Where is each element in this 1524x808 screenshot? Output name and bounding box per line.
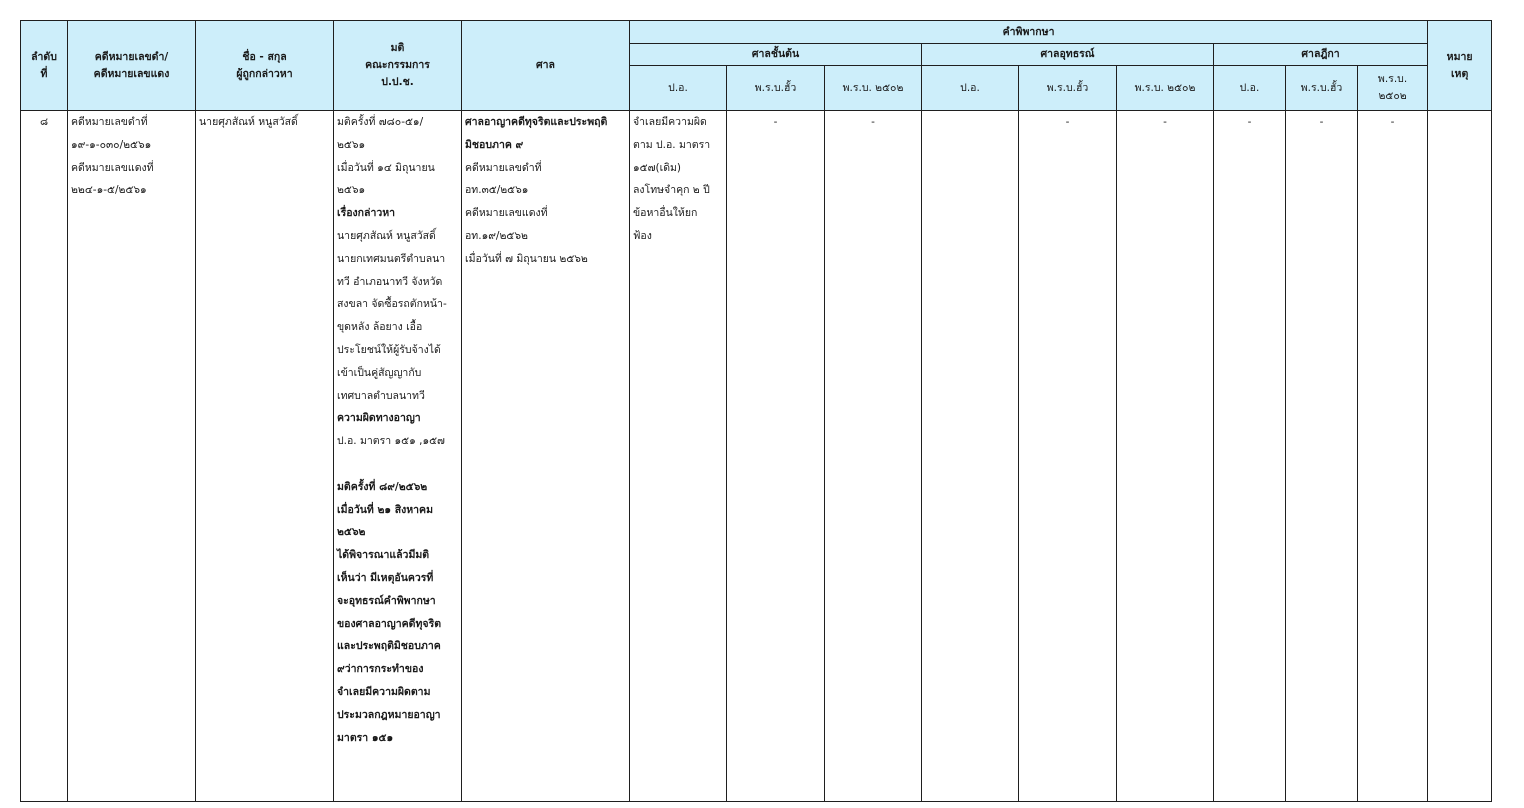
header-case-no: คดีหมายเลขดำ/ คดีหมายเลขแดง (68, 21, 196, 111)
header-first-pr-2502: พ.ร.บ. ๒๕๐๒ (825, 66, 922, 111)
header-appeal-po: ป.อ. (922, 66, 1019, 111)
header-supreme-pr-ua: พ.ร.บ.ฮั้ว (1286, 66, 1358, 111)
judgment-table (20, 20, 1492, 802)
header-first-pr-ua: พ.ร.บ.ฮั้ว (727, 66, 825, 111)
table-row (21, 111, 1492, 802)
cell-appeal-po (922, 111, 1019, 802)
header-first-po: ป.อ. (630, 66, 727, 111)
header-supreme-court: ศาลฎีกา (1214, 44, 1428, 66)
cell-no: ๘ (21, 111, 68, 802)
header-judgment: คำพิพากษา (630, 21, 1428, 44)
header-appeal-court: ศาลอุทธรณ์ (922, 44, 1214, 66)
cell-first-pr-2502: - (825, 111, 922, 802)
cell-first-pr-ua: - (727, 111, 825, 802)
cell-resolution: มติครั้งที่ ๗๘๐-๕๑/ ๒๕๖๑ เมื่อวันที่ ๑๔ มิถุนายน ๒๕๖๑ เรื่องกล่าวหา นายศุภสัณห์ หนูสวัสดิ์ นายกเทศมนตรีตำบลนา ทวี อำเภอนาทวี จังหวัด สงขลา จัดซื้อรถตักหน้า- ขุดหลัง ล้อยาง เอื้อ ประโยชน์ให้ผู้รับจ้างได้ เข้าเป็นคู่สัญญากับ เทศบาลตำบลนาทวี ความผิดทางอาญา ป.อ. มาตรา ๑๕๑ ,๑๕๗ มติครั้งที่ ๘๙/๒๕๖๒ เมื่อวันที่ ๒๑ สิงหาคม ๒๕๖๒ ได้พิจารณาแล้วมีมติ เห็นว่า มีเหตุอันควรที่ จะอุทธรณ์คำพิพากษา ของศาลอาญาคดีทุจริต และประพฤติมิชอบภาค ๙ว่าการกระทำของ จำเลยมีความผิดตาม ประมวลกฎหมายอาญา มาตรา ๑๕๑ (334, 111, 462, 802)
cell-court: ศาลอาญาคดีทุจริตและประพฤติ มิชอบภาค ๙ คดีหมายเลขดำที่ อท.๓๕/๒๕๖๑ คดีหมายเลขแดงที่ อท.๑๙/๒๕๖๒ เมื่อวันที่ ๗ มิถุนายน ๒๕๖๒ (462, 111, 630, 802)
header-appeal-pr-ua: พ.ร.บ.ฮั้ว (1019, 66, 1117, 111)
header-appeal-pr-2502: พ.ร.บ. ๒๕๐๒ (1117, 66, 1214, 111)
cell-supreme-pr-ua: - (1286, 111, 1358, 802)
cell-name: นายศุภสัณห์ หนูสวัสดิ์ (196, 111, 334, 802)
header-no: ลำดับ ที่ (21, 21, 68, 111)
cell-supreme-pr-2502: - (1358, 111, 1428, 802)
cell-supreme-po: - (1214, 111, 1286, 802)
cell-appeal-pr-2502: - (1117, 111, 1214, 802)
cell-case-no: คดีหมายเลขดำที่ ๑๙-๑-๐๓๐/๒๕๖๑ คดีหมายเลขแดงที่ ๒๒๔-๑-๕/๒๕๖๑ (68, 111, 196, 802)
crime-title: ความผิดทางอาญา (337, 412, 421, 425)
header-supreme-po: ป.อ. (1214, 66, 1286, 111)
header-supreme-pr-2502: พ.ร.บ. ๒๕๐๒ (1358, 66, 1428, 111)
cell-appeal-pr-ua: - (1019, 111, 1117, 802)
header-name: ชื่อ - สกุล ผู้ถูกกล่าวหา (196, 21, 334, 111)
header-first-court: ศาลชั้นต้น (630, 44, 922, 66)
cell-first-po: จำเลยมีความผิด ตาม ป.อ. มาตรา ๑๕๗(เดิม) ลงโทษจำคุก ๒ ปี ข้อหาอื่นให้ยก ฟ้อง (630, 111, 727, 802)
allegation-title: เรื่องกล่าวหา (337, 207, 396, 220)
header-court: ศาล (462, 21, 630, 111)
cell-remark (1428, 111, 1492, 802)
header-remark: หมาย เหตุ (1428, 21, 1492, 111)
header-resolution: มติ คณะกรรมการ ป.ป.ช. (334, 21, 462, 111)
